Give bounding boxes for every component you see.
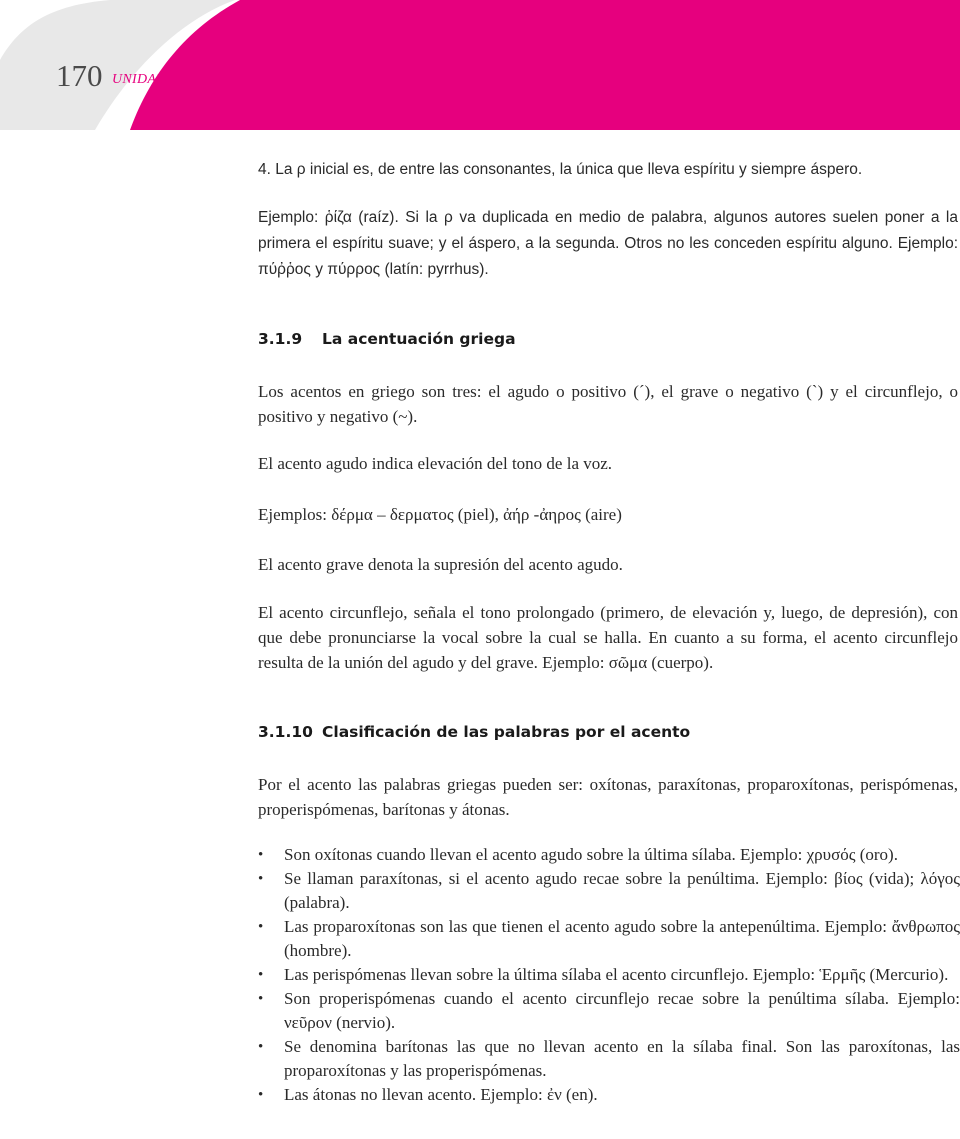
section-title: La acentuación griega <box>322 330 516 348</box>
list-item: • Se llaman paraxítonas, si el acento agudo recae sobre la penúltima. Ejemplo: βίος (vida); λόγος (palabra). <box>258 867 960 915</box>
grave-paragraph: El acento grave denota la supresión del acento agudo. <box>258 555 623 574</box>
unit-label: UNIDAD III <box>112 72 186 87</box>
acute-examples: Ejemplos: δέρμα – δερματος (piel), ἀήρ -ἀηρος (aire) <box>258 505 622 524</box>
item-4-line: 4. La ρ inicial es, de entre las consonantes, la única que lleva espíritu y siempre áspero. <box>258 161 863 178</box>
classification-list <box>258 843 960 1107</box>
list-item: • Son properispómenas cuando el acento circunflejo recae sobre la penúltima sílaba. Ejemplo: νεῦρον (nervio). <box>258 987 960 1035</box>
header-decoration <box>0 0 960 130</box>
section-title: Clasificación de las palabras por el acento <box>322 723 691 741</box>
list-item: • Se denomina barítonas las que no llevan acento en la sílaba final. Son las paroxítonas, las proparoxítonas y las properispómenas. <box>258 1035 960 1083</box>
accents-paragraph: Los acentos en griego son tres: el agudo o positivo (´), el grave o negativo (`) y el circunflejo, o positivo y negativo (~). <box>258 382 958 426</box>
acute-paragraph: El acento agudo indica elevación del tono de la voz. <box>258 454 613 473</box>
section-number: 3.1.10 <box>258 723 313 741</box>
list-item: • Son oxítonas cuando llevan el acento agudo sobre la última sílaba. Ejemplo: χρυσός (oro). <box>258 843 960 867</box>
classification-intro: Por el acento las palabras griegas pueden ser: oxítonas, paraxítonas, proparoxítonas, perispómenas, properispómenas, barítonas y átonas. <box>258 775 958 819</box>
list-item: • Las proparoxítonas son las que tienen el acento agudo sobre la antepenúltima. Ejemplo: ἄνθρωπος (hombre). <box>258 915 960 963</box>
section-heading-3-1-9 <box>258 330 516 348</box>
magenta-band <box>130 0 960 130</box>
list-item: • Las perispómenas llevan sobre la última sílaba el acento circunflejo. Ejemplo: Ἑρμῆς (Mercurio). <box>258 963 960 987</box>
list-item: • Las átonas no llevan acento. Ejemplo: ἐν (en). <box>258 1083 960 1107</box>
item-4-example: Ejemplo: ῥίζα (raíz). Si la ρ va duplicada en medio de palabra, algunos autores suelen poner a la primera el espíritu suave; y el áspero, a la segunda. Otros no les conceden espíritu alguno. Ejemplo: πύῤῥος y πύρρος (latín: pyrrhus). <box>258 209 958 278</box>
page-number: 170 <box>56 58 103 93</box>
circumflex-paragraph: El acento circunflejo, señala el tono prolongado (primero, de elevación y, luego, de depresión), con que debe pronunciarse la vocal sobre la cual se halla. En cuanto a su forma, el acento circunflejo resulta de la unión del agudo y del grave. Ejemplo: σῶμα (cuerpo). <box>258 603 958 672</box>
section-heading-3-1-10 <box>258 723 690 741</box>
section-number: 3.1.9 <box>258 330 303 348</box>
